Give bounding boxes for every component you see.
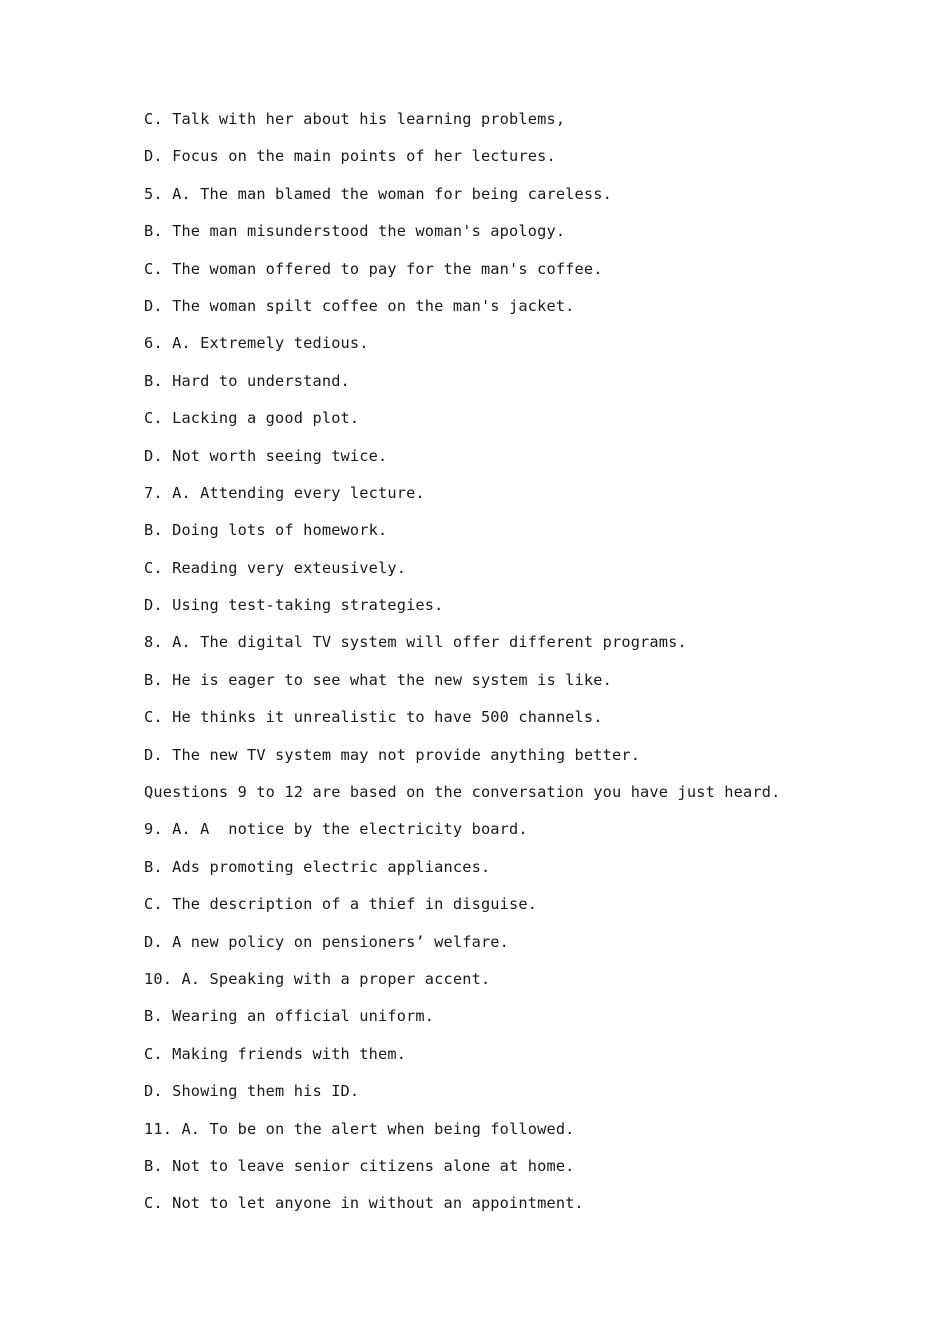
text-line: C. Making friends with them. [144, 1044, 407, 1063]
text-line: C. The woman offered to pay for the man's coffee. [144, 259, 603, 278]
text-line: B. Ads promoting electric appliances. [144, 857, 491, 876]
question-line: 10. A. Speaking with a proper accent. [144, 969, 491, 988]
text-line: B. Doing lots of homework. [144, 521, 388, 540]
question-line: 7. A. Attending every lecture. [144, 483, 425, 502]
question-line: 9. A. A notice by the electricity board. [144, 820, 528, 839]
text-line: B. Not to leave senior citizens alone at home. [144, 1156, 575, 1175]
text-line: C. Not to let anyone in without an appointment. [144, 1194, 584, 1213]
question-line: 11. A. To be on the alert when being followed. [144, 1119, 575, 1138]
text-line: C. Lacking a good plot. [144, 409, 360, 428]
text-line: D. A new policy on pensioners’ welfare. [144, 932, 510, 951]
text-line: D. Not worth seeing twice. [144, 446, 388, 465]
text-line: B. Hard to understand. [144, 371, 350, 390]
question-line: 6. A. Extremely tedious. [144, 334, 369, 353]
question-line: 8. A. The digital TV system will offer different programs. [144, 633, 687, 652]
text-line: D. The new TV system may not provide anything better. [144, 745, 641, 764]
text-line: B. The man misunderstood the woman's apology. [144, 222, 566, 241]
text-line: D. Focus on the main points of her lectures. [144, 147, 556, 166]
document-body [144, 106, 904, 1228]
text-line: D. Using test-taking strategies. [144, 596, 444, 615]
text-line: D. Showing them his ID. [144, 1082, 360, 1101]
section-instruction: Questions 9 to 12 are based on the conversation you have just heard. [144, 783, 781, 802]
text-line: C. He thinks it unrealistic to have 500 channels. [144, 708, 603, 727]
text-line: D. The woman spilt coffee on the man's jacket. [144, 296, 575, 315]
question-line: 5. A. The man blamed the woman for being careless. [144, 184, 612, 203]
text-line: B. He is eager to see what the new system is like. [144, 670, 612, 689]
text-line: C. The description of a thief in disguise. [144, 895, 538, 914]
text-line: C. Reading very exteusively. [144, 558, 407, 577]
text-line: C. Talk with her about his learning problems, [144, 110, 566, 128]
text-line: B. Wearing an official uniform. [144, 1007, 435, 1026]
